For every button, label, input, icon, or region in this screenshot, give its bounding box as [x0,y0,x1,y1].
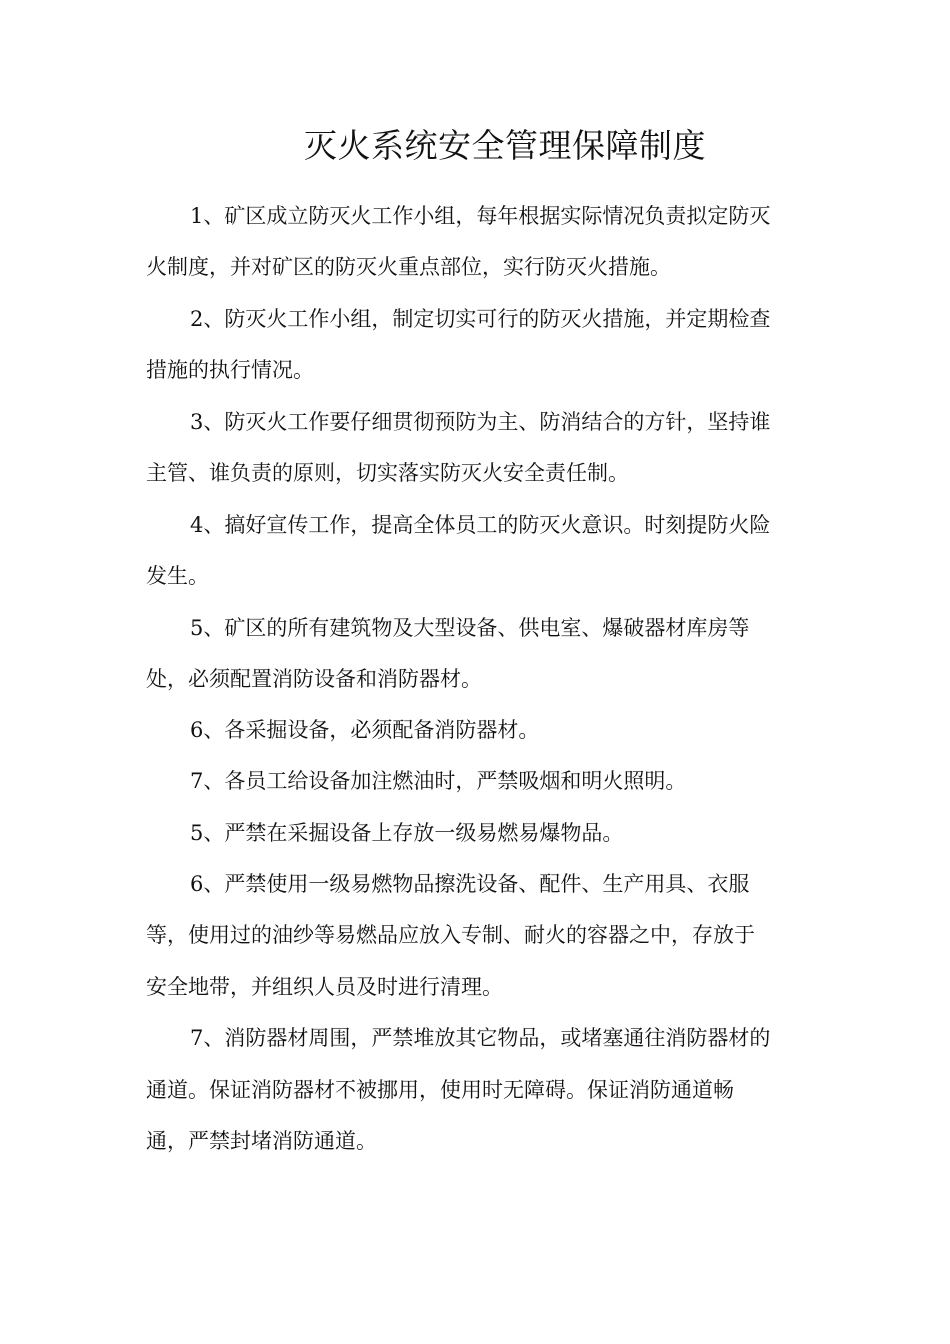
item-5-line-2: 处，必须配置消防设备和消防器材。 [146,667,482,691]
item-9-line-2: 等，使用过的油纱等易燃品应放入专制、耐火的容器之中，存放于 [146,923,755,947]
item-10-line-3: 通，严禁封堵消防通道。 [146,1129,377,1153]
item-4-line-1: 4、搞好宣传工作，提高全体员工的防灭火意识。时刻提防火险 [190,513,771,537]
item-6-line-1: 6、各采掘设备，必须配备消防器材。 [190,718,540,742]
item-7-line-1: 7、各员工给设备加注燃油时，严禁吸烟和明火照明。 [190,769,687,793]
item-9-line-3: 安全地带，并组织人员及时进行清理。 [146,975,503,999]
item-10-line-2: 通道。保证消防器材不被挪用，使用时无障碍。保证消防通道畅 [146,1078,734,1102]
item-10-line-1: 7、消防器材周围，严禁堆放其它物品，或堵塞通往消防器材的 [190,1026,771,1050]
item-3-line-2: 主管、谁负责的原则，切实落实防灭火安全责任制。 [146,461,629,485]
item-1-line-1: 1、矿区成立防灭火工作小组，每年根据实际情况负责拟定防灭 [190,204,771,228]
document-title: 灭火系统安全管理保障制度 [304,126,706,165]
item-2-line-1: 2、防灭火工作小组，制定切实可行的防灭火措施，并定期检查 [190,307,771,331]
item-5-line-1: 5、矿区的所有建筑物及大型设备、供电室、爆破器材库房等 [190,616,750,640]
item-8-line-1: 5、严禁在采掘设备上存放一级易燃易爆物品。 [190,821,624,845]
item-4-line-2: 发生。 [146,564,209,588]
item-9-line-1: 6、严禁使用一级易燃物品擦洗设备、配件、生产用具、衣服 [190,872,750,896]
item-3-line-1: 3、防灭火工作要仔细贯彻预防为主、防消结合的方针，坚持谁 [190,410,771,434]
item-2-line-2: 措施的执行情况。 [146,358,314,382]
item-1-line-2: 火制度，并对矿区的防灭火重点部位，实行防灭火措施。 [146,255,671,279]
